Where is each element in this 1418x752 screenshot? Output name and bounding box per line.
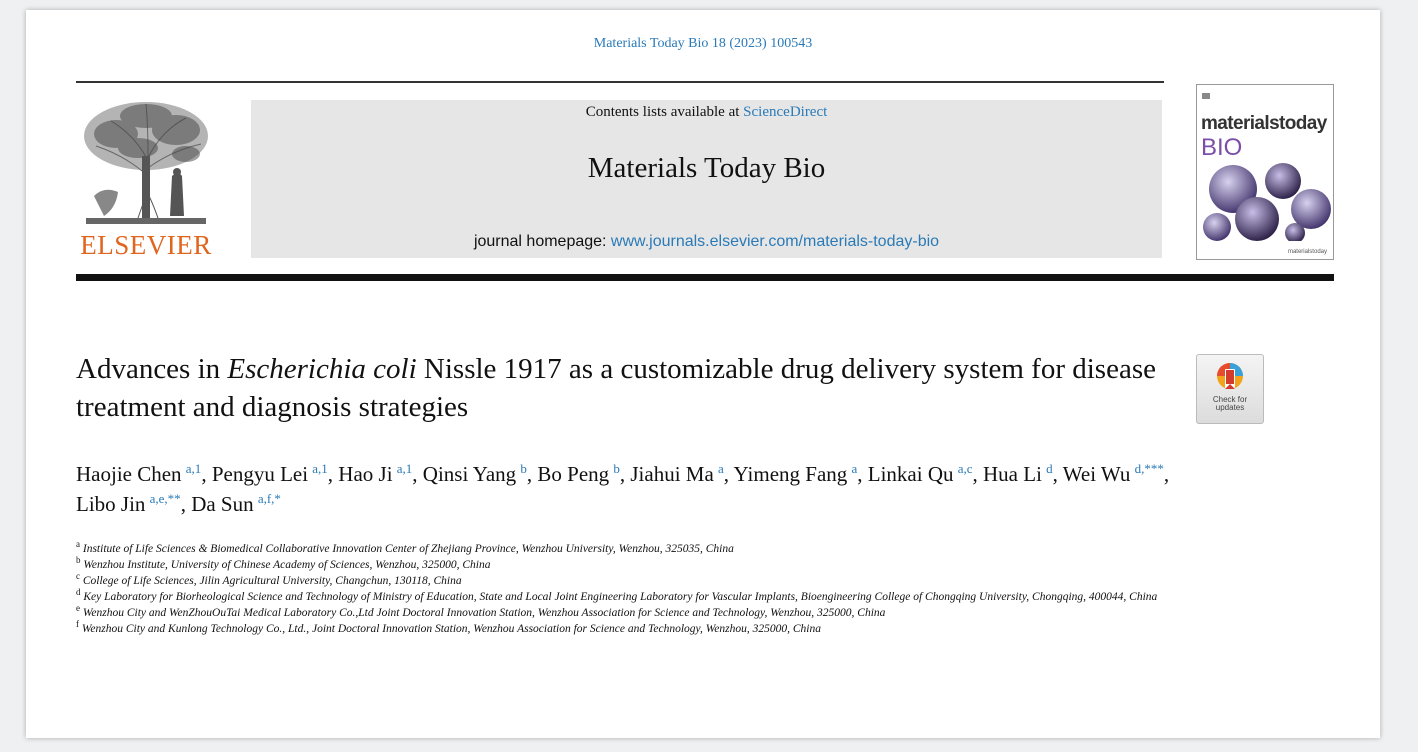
author-affiliation-marker[interactable]: a,c — [957, 461, 973, 476]
author-separator: , — [1052, 462, 1063, 486]
affiliation-label: f — [76, 619, 79, 630]
affiliation-label: a — [76, 539, 80, 550]
elsevier-tree-icon — [76, 96, 216, 226]
author-list — [76, 459, 1206, 519]
journal-cover-image[interactable] — [1196, 84, 1334, 260]
author-affiliation-marker[interactable]: a,1 — [312, 461, 328, 476]
journal-citation[interactable] — [26, 36, 1380, 52]
title-part-2: Nissle 1917 as a customizable drug delivery system for disease treatment and diagnosis strategies — [76, 353, 1156, 423]
affiliation-item — [76, 541, 1196, 557]
elsevier-mini-icon — [1201, 91, 1211, 101]
journal-title: Materials Today Bio — [587, 152, 826, 184]
citation-link[interactable]: Materials Today Bio 18 (2023) 100543 — [593, 36, 813, 51]
journal-homepage-link[interactable]: www.journals.elsevier.com/materials-today-bio — [610, 233, 940, 250]
author-name[interactable]: Pengyu Lei — [211, 462, 309, 486]
author-separator: , — [619, 462, 631, 486]
affiliation-item — [76, 589, 1196, 605]
author-affiliation-marker[interactable]: d — [1046, 461, 1053, 476]
affiliation-text: Wenzhou City and Kunlong Technology Co., Ltd., Joint Doctoral Innovation Station, Wenzhou Association for Science and Technology, Wenzhou, 325000, China — [79, 623, 821, 635]
contents-line — [251, 104, 1162, 121]
author-affiliation-marker[interactable]: d,*** — [1134, 461, 1164, 476]
affiliation-label: e — [76, 603, 80, 614]
check-for-updates-button[interactable] — [1196, 354, 1264, 424]
author-separator: , — [180, 492, 192, 516]
author-name[interactable]: Jiahui Ma — [630, 462, 714, 486]
affiliation-item — [76, 573, 1196, 589]
header-thick-rule — [76, 274, 1334, 281]
affiliation-item — [76, 605, 1196, 621]
author-separator: , — [1163, 462, 1170, 486]
affiliation-label: b — [76, 555, 81, 566]
elsevier-wordmark: ELSEVIER — [80, 230, 212, 260]
affiliation-text: Wenzhou City and WenZhouOuTai Medical Laboratory Co.,Ltd Joint Doctoral Innovation Station, Wenzhou Association for Science and Technology, Wenzhou, 325000, China — [80, 607, 886, 619]
affiliation-text: College of Life Sciences, Jilin Agricultural University, Changchun, 130118, China — [80, 575, 462, 587]
affiliation-label: d — [76, 587, 81, 598]
author-affiliation-marker[interactable]: b — [520, 461, 527, 476]
author-name[interactable]: Bo Peng — [537, 462, 610, 486]
author-separator: , — [723, 462, 734, 486]
author-name[interactable]: Hua Li — [983, 462, 1042, 486]
author-name[interactable]: Qinsi Yang — [422, 462, 517, 486]
cover-footer: materialstoday — [1287, 249, 1327, 255]
author-name[interactable]: Haojie Chen — [76, 462, 182, 486]
contents-prefix: Contents lists available at — [585, 104, 744, 120]
journal-banner — [251, 100, 1162, 258]
header-rule — [76, 81, 1164, 83]
author-affiliation-marker[interactable]: a,e,** — [149, 491, 181, 506]
author-name[interactable]: Wei Wu — [1062, 462, 1131, 486]
affiliation-label: c — [76, 571, 80, 582]
author-name[interactable]: Hao Ji — [338, 462, 393, 486]
check-updates-label: Check for updates — [1212, 395, 1248, 412]
author-separator: , — [972, 462, 984, 486]
article-title — [76, 350, 1176, 426]
author-name[interactable]: Libo Jin — [76, 492, 146, 516]
author-affiliation-marker[interactable]: a — [851, 461, 858, 476]
cover-art-icon — [1199, 161, 1331, 241]
homepage-line — [251, 233, 1162, 251]
author-separator: , — [526, 462, 538, 486]
author-name[interactable]: Yimeng Fang — [733, 462, 848, 486]
sciencedirect-link[interactable]: ScienceDirect — [743, 104, 828, 120]
author-affiliation-marker[interactable]: a,f,* — [257, 491, 281, 506]
author-affiliation-marker[interactable]: a,1 — [185, 461, 202, 476]
author-separator: , — [857, 462, 868, 486]
title-part-1: Advances in — [76, 353, 228, 385]
author-name[interactable]: Da Sun — [191, 492, 254, 516]
affiliation-list — [76, 541, 1196, 637]
affiliation-text: Institute of Life Sciences & Biomedical Collaborative Innovation Center of Zhejiang Province, Wenzhou University, Wenzhou, 325035, China — [80, 543, 734, 555]
title-italic: Escherichia coli — [227, 353, 417, 385]
affiliation-item — [76, 557, 1196, 573]
author-separator: , — [201, 462, 212, 486]
document-page — [26, 10, 1380, 738]
author-affiliation-marker[interactable]: b — [613, 461, 620, 476]
check-updates-icon — [1215, 361, 1245, 395]
affiliation-item — [76, 621, 1196, 637]
affiliation-text: Key Laboratory for Biorheological Science and Technology of Ministry of Education, State and Local Joint Engineering Laboratory for Vascular Implants, Bioengineering College of Chongqing University, Chongqing, 400044, China — [80, 591, 1158, 603]
affiliation-text: Wenzhou Institute, University of Chinese Academy of Sciences, Wenzhou, 325000, China — [80, 559, 491, 571]
author-name[interactable]: Linkai Qu — [867, 462, 954, 486]
author-separator: , — [412, 462, 423, 486]
author-separator: , — [327, 462, 339, 486]
cover-sub: BIO — [1201, 134, 1243, 161]
author-affiliation-marker[interactable]: a — [718, 461, 724, 476]
cover-brand: materialstoday — [1201, 113, 1327, 134]
homepage-prefix: journal homepage: — [473, 233, 611, 250]
elsevier-logo — [76, 96, 216, 262]
author-affiliation-marker[interactable]: a,1 — [396, 461, 413, 476]
